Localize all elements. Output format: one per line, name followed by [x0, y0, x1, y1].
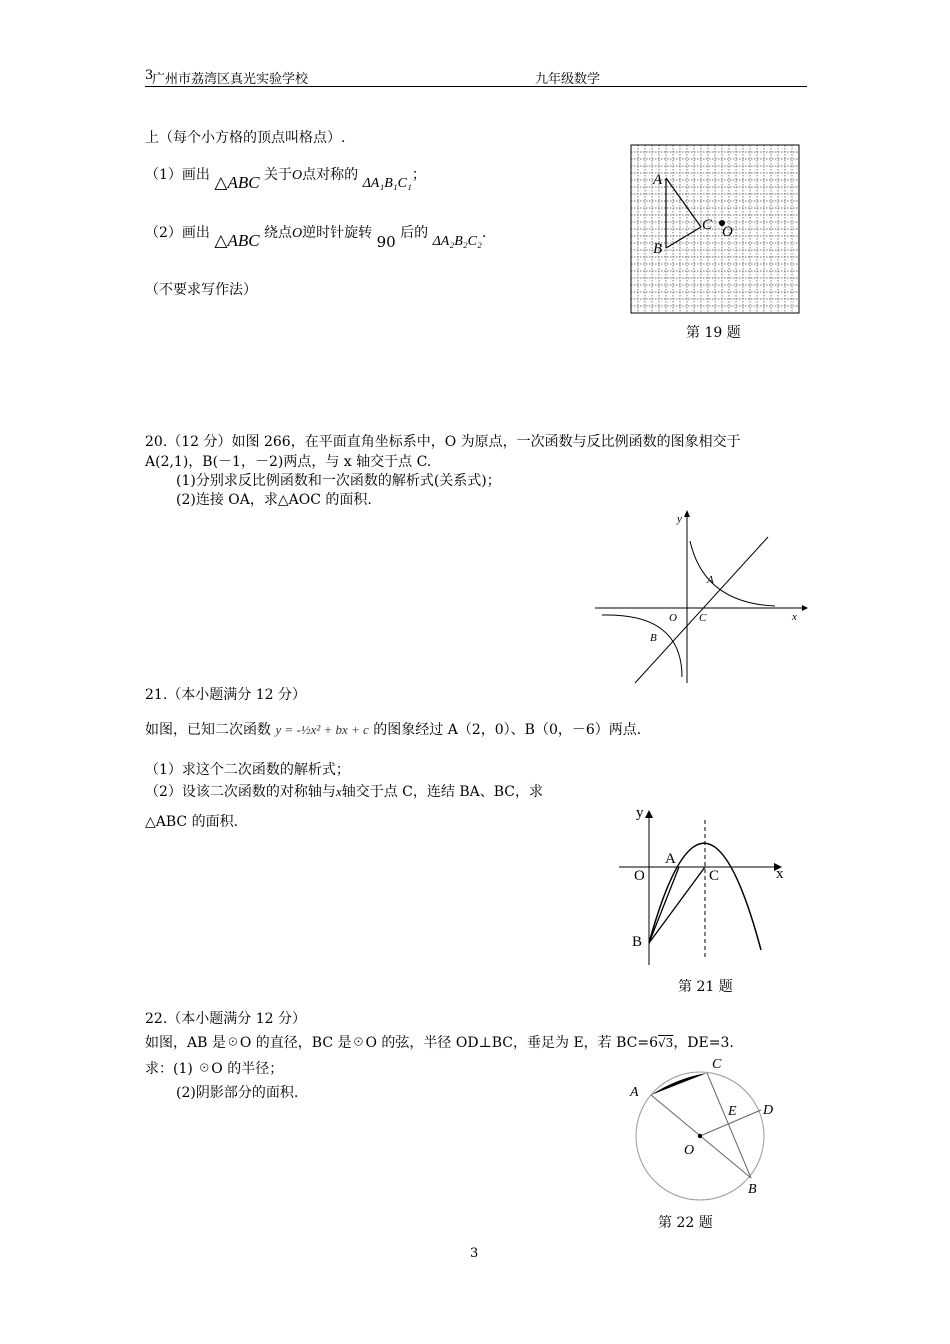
q21-caption: 第 21 题 [678, 979, 733, 995]
q19-O: O [292, 168, 303, 183]
q19-grid-figure [628, 142, 803, 317]
q22-sqrt-value: 3 [665, 1036, 674, 1050]
q21-graph [614, 800, 794, 970]
q22-line2: 求：(1) ☉O 的半径； [145, 1061, 284, 1077]
label-a: A [630, 1085, 639, 1100]
q19-part2-mid: 绕点 [264, 225, 293, 241]
y-axis-arrow [684, 510, 690, 517]
q21-title: 21.（本小题满分 12 分） [145, 687, 306, 703]
header-school: 广州市荔湾区真光实验学校 [152, 72, 309, 87]
hyperbola-branch-2 [602, 615, 682, 677]
label-e: E [728, 1104, 737, 1119]
label-a: A [653, 172, 663, 188]
q22-caption: 第 22 题 [658, 1215, 713, 1231]
q22-line3: (2)阴影部分的面积. [176, 1085, 299, 1101]
segment-ac [666, 178, 701, 227]
label-b: B [650, 632, 657, 644]
q19-deg: 90 [376, 233, 396, 251]
q19-part2 [145, 222, 487, 251]
q20-line4: (2)连接 OA，求△AOC 的面积. [176, 492, 372, 508]
q19-end1: ； [411, 167, 426, 183]
header-subject: 九年级数学 [535, 72, 601, 87]
q22-line1-pre: 如图，AB 是☉O 的直径，BC 是☉O 的弦，半径 OD⊥BC，垂足为 E，若 BC=6 [145, 1035, 659, 1051]
q20-graph [590, 505, 810, 687]
q19-part1-post: 点对称的 [302, 167, 359, 183]
q20-line2: A(2,1)，B(－1，－2)两点，与 x 轴交于点 C. [145, 454, 432, 470]
segment-bc [666, 227, 701, 248]
label-y: y [677, 513, 682, 525]
q21-line1-post: 的图象经过 A（2，0）、B（0，－6）两点. [373, 722, 642, 738]
label-d: D [763, 1103, 774, 1118]
q19-part2-pre: （2）画出 [145, 225, 210, 241]
q19-part2-post: 后的 [400, 225, 429, 241]
label-b: B [632, 934, 643, 950]
y-axis-arrow [645, 810, 653, 818]
q19-note: （不要求写作法） [145, 282, 257, 298]
label-c: C [702, 217, 713, 233]
q19-caption: 第 19 题 [686, 325, 741, 341]
q19-intro: 上（每个小方格的顶点叫格点）. [145, 130, 346, 146]
q21-formula: y = -½x² + bx + c [275, 722, 369, 737]
chord-bc [707, 1073, 751, 1178]
label-o: O [722, 224, 733, 240]
q22-line1-post: ，DE=3. [673, 1035, 734, 1051]
label-b: B [653, 241, 663, 257]
grid-lines [631, 145, 799, 313]
q19-tri1: ΔA₁B₁C₁ [362, 176, 412, 191]
q19-tri2: ΔA₂B₂C₂ [432, 234, 482, 249]
page-header [145, 68, 807, 87]
label-o: O [634, 868, 645, 884]
q19-O-b: O [292, 226, 303, 241]
q21-line4: △ABC 的面积. [145, 814, 239, 830]
q22-title: 22.（本小题满分 12 分） [145, 1011, 306, 1027]
label-a: A [665, 851, 676, 867]
segment-ba [649, 867, 679, 943]
label-o: O [684, 1143, 695, 1158]
q21-line3-post: 轴交于点 C，连结 BA、BC，求 [341, 784, 543, 800]
x-axis-arrow [802, 605, 808, 611]
linear-function-line [635, 537, 768, 683]
q19-tri-b: △ABC [214, 231, 260, 250]
label-c: C [699, 612, 707, 624]
label-x: x [792, 611, 797, 623]
q21-line2: （1）求这个二次函数的解析式； [145, 762, 350, 778]
q21-line3-x: x [335, 784, 342, 799]
hyperbola-branch-1 [690, 541, 775, 606]
q19-part1-pre: （1）画出 [145, 167, 210, 183]
label-x: x [776, 866, 784, 882]
label-y: y [636, 805, 644, 821]
label-b: B [748, 1182, 757, 1197]
label-a: A [707, 574, 714, 586]
q19-part1-mid: 关于 [264, 167, 293, 183]
header-marker: 3 [145, 68, 154, 83]
q19-tri: △ABC [214, 173, 260, 192]
q21-line3-pre: （2）设该二次函数的对称轴与 [145, 784, 336, 800]
q20-line3: (1)分别求反比例函数和一次函数的解析式(关系式)； [176, 473, 501, 489]
label-o: O [669, 612, 677, 624]
q21-line1-pre: 如图，已知二次函数 [145, 722, 271, 738]
q19-part1 [145, 164, 426, 192]
q22-sqrt: √3 [658, 1036, 674, 1050]
label-c: C [712, 1057, 722, 1072]
shaded-region [651, 1073, 707, 1095]
q19-part2-mid2: 逆时针旋转 [302, 225, 373, 241]
center-point [698, 1134, 702, 1138]
q21-line3 [145, 782, 543, 802]
q19-end2: . [481, 225, 487, 241]
page-number: 3 [470, 1246, 479, 1261]
label-c: C [709, 868, 720, 884]
q22-circle-figure [620, 1050, 790, 1205]
q21-line1 [145, 720, 641, 740]
q20-line1: 20.（12 分）如图 266，在平面直角坐标系中，O 为原点，一次函数与反比例函数的图象相交于 [145, 434, 741, 450]
segment-bc [649, 867, 705, 943]
